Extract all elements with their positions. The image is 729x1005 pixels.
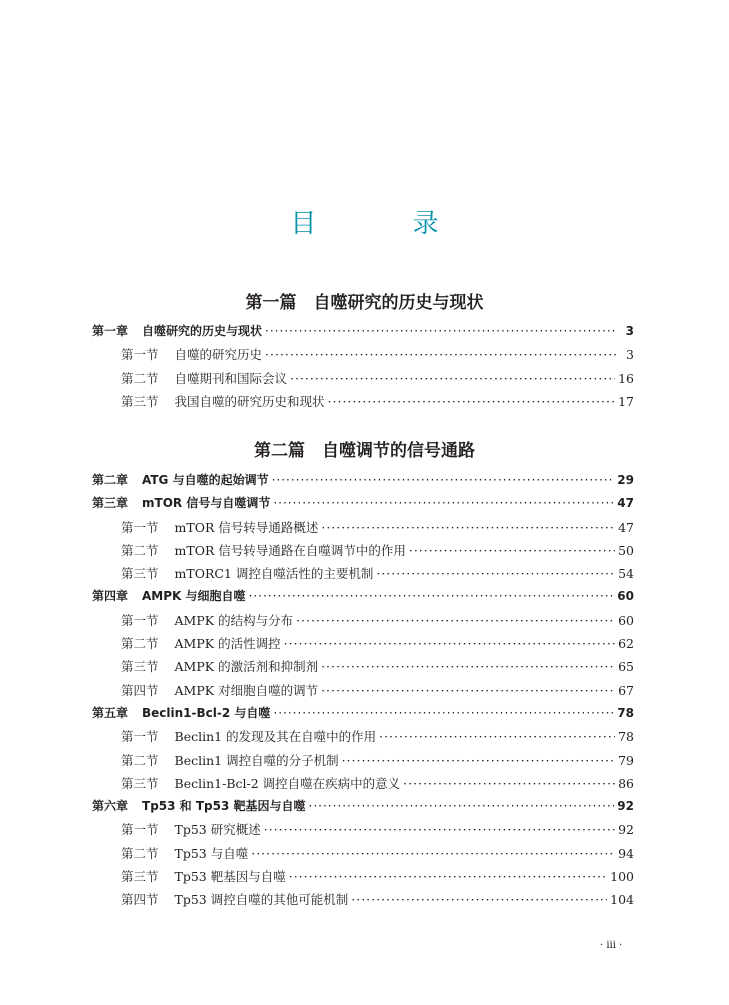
toc-entry-title: mTOR 信号转导通路概述 — [174, 519, 319, 535]
toc-section-entry[interactable] — [92, 751, 634, 774]
toc-entry-number: 第四节 — [121, 682, 159, 698]
toc-entry-page: 65 — [618, 659, 634, 675]
toc-entry-page: 16 — [618, 370, 634, 386]
toc-entry-number: 第一节 — [121, 729, 159, 745]
toc-entry-page: 79 — [618, 752, 634, 768]
toc-entry-title: 自噬期刊和国际会议 — [174, 370, 288, 386]
toc-section-entry[interactable] — [92, 369, 634, 392]
toc-entry-title: Tp53 与自噬 — [174, 845, 249, 861]
toc-entry-number: 第三节 — [121, 659, 159, 675]
toc-section-entry[interactable] — [92, 727, 634, 750]
toc-entry-number: 第六章 — [92, 799, 129, 814]
toc-leader-dots — [265, 347, 617, 362]
toc-entry-page: 47 — [618, 519, 634, 535]
toc-entry-title: Tp53 和 Tp53 靶基因与自噬 — [142, 799, 306, 814]
toc-entry-page: 92 — [617, 799, 634, 814]
toc-entry-number: 第二节 — [121, 636, 159, 652]
part-heading-1: 第一篇 自噬研究的历史与现状 — [245, 293, 484, 313]
toc-entry-title: AMPK 的活性调控 — [174, 636, 281, 652]
toc-entry-page: 86 — [618, 775, 634, 791]
toc-entry-page: 60 — [617, 589, 634, 604]
toc-leader-dots — [264, 822, 615, 837]
toc-section-entry[interactable] — [92, 867, 634, 890]
toc-chapter-entry[interactable] — [92, 322, 634, 345]
toc-leader-dots — [376, 566, 615, 581]
toc-entry-title: 我国自噬的研究历史和现状 — [174, 393, 325, 409]
toc-entry-title: mTORC1 调控自噬活性的主要机制 — [174, 566, 374, 582]
part-heading-2: 第二篇 自噬调节的信号通路 — [254, 441, 475, 461]
toc-entry-number: 第三节 — [121, 566, 159, 582]
toc-leader-dots — [351, 892, 607, 907]
toc-leader-dots — [249, 589, 615, 603]
toc-entry-number: 第二章 — [92, 473, 129, 487]
toc-entry-title: Tp53 调控自噬的其他可能机制 — [174, 892, 349, 908]
toc-chapter-entry[interactable] — [92, 797, 634, 820]
toc-section-entry[interactable] — [92, 634, 634, 657]
toc-section-entry[interactable] — [92, 657, 634, 680]
toc-leader-dots — [265, 324, 617, 338]
toc-leader-dots — [321, 520, 615, 535]
toc-leader-dots — [342, 753, 616, 768]
toc-section-entry[interactable] — [92, 774, 634, 797]
toc-list-part-2 — [92, 471, 634, 914]
toc-leader-dots — [272, 473, 615, 487]
toc-entry-page: 78 — [617, 705, 634, 720]
toc-entry-number: 第二节 — [121, 845, 159, 861]
toc-leader-dots — [321, 659, 615, 674]
toc-section-entry[interactable] — [92, 890, 634, 913]
toc-section-entry[interactable] — [92, 844, 634, 867]
toc-entry-title: 自噬的研究历史 — [174, 347, 263, 363]
toc-leader-dots — [289, 869, 607, 884]
toc-entry-title: Beclin1 的发现及其在自噬中的作用 — [174, 729, 377, 745]
toc-section-entry[interactable] — [92, 392, 634, 415]
toc-entry-title: AMPK 对细胞自噬的调节 — [174, 682, 319, 698]
toc-section-entry[interactable] — [92, 345, 634, 368]
toc-entry-page: 3 — [626, 347, 634, 363]
toc-entry-title: 自噬研究的历史与现状 — [142, 324, 263, 338]
toc-section-entry[interactable] — [92, 518, 634, 541]
toc-list-part-1 — [92, 322, 634, 415]
toc-entry-number: 第三节 — [121, 393, 159, 409]
toc-leader-dots — [403, 776, 615, 791]
toc-entry-title: Tp53 靶基因与自噬 — [174, 869, 286, 885]
toc-entry-page: 94 — [618, 845, 634, 861]
toc-entry-page: 50 — [618, 542, 634, 558]
toc-entry-page: 100 — [610, 869, 634, 885]
toc-entry-number: 第四章 — [92, 589, 129, 604]
toc-leader-dots — [251, 846, 615, 861]
toc-chapter-entry[interactable] — [92, 471, 634, 494]
toc-entry-number: 第二节 — [121, 752, 159, 768]
toc-entry-title: Tp53 研究概述 — [174, 822, 261, 838]
toc-entry-title: mTOR 信号与自噬调节 — [142, 496, 271, 511]
toc-entry-number: 第三章 — [92, 496, 129, 511]
toc-entry-page: 47 — [617, 496, 634, 511]
toc-entry-number: 第二节 — [121, 370, 159, 386]
toc-entry-page: 17 — [618, 393, 634, 409]
toc-title: 目 录 — [290, 209, 483, 239]
toc-entry-title: AMPK 的激活剂和抑制剂 — [174, 659, 319, 675]
toc-leader-dots — [290, 371, 615, 386]
toc-entry-number: 第一章 — [92, 324, 129, 338]
toc-entry-number: 第五章 — [92, 705, 129, 720]
toc-entry-number: 第一节 — [121, 519, 159, 535]
toc-entry-page: 67 — [618, 682, 634, 698]
toc-leader-dots — [328, 394, 616, 409]
toc-entry-title: Beclin1-Bcl-2 与自噬 — [142, 705, 271, 720]
toc-leader-dots — [409, 543, 615, 558]
toc-entry-title: ATG 与自噬的起始调节 — [142, 473, 269, 487]
toc-entry-page: 104 — [610, 892, 634, 908]
toc-section-entry[interactable] — [92, 681, 634, 704]
toc-entry-title: Beclin1-Bcl-2 调控自噬在疾病中的意义 — [174, 775, 401, 791]
toc-entry-number: 第一节 — [121, 347, 159, 363]
toc-leader-dots — [273, 706, 614, 720]
toc-entry-page: 29 — [617, 473, 634, 487]
toc-chapter-entry[interactable] — [92, 704, 634, 727]
toc-entry-title: AMPK 与细胞自噬 — [142, 589, 246, 604]
toc-entry-number: 第二节 — [121, 542, 159, 558]
toc-chapter-entry[interactable] — [92, 494, 634, 517]
toc-entry-page: 3 — [625, 324, 634, 338]
toc-section-entry[interactable] — [92, 611, 634, 634]
page-number: · iii · — [600, 940, 623, 951]
toc-entry-number: 第一节 — [121, 822, 159, 838]
toc-leader-dots — [284, 636, 616, 651]
toc-entry-number: 第三节 — [121, 775, 159, 791]
toc-entry-page: 54 — [618, 566, 634, 582]
toc-entry-page: 60 — [618, 612, 634, 628]
toc-entry-title: Beclin1 调控自噬的分子机制 — [174, 752, 339, 768]
toc-leader-dots — [309, 799, 615, 813]
toc-entry-page: 92 — [618, 822, 634, 838]
toc-leader-dots — [379, 729, 615, 744]
toc-entry-number: 第三节 — [121, 869, 159, 885]
toc-chapter-entry[interactable] — [92, 587, 634, 610]
toc-entry-page: 78 — [618, 729, 634, 745]
toc-entry-page: 62 — [618, 636, 634, 652]
toc-section-entry[interactable] — [92, 564, 634, 587]
toc-leader-dots — [273, 496, 614, 510]
toc-entry-number: 第四节 — [121, 892, 159, 908]
toc-section-entry[interactable] — [92, 820, 634, 843]
toc-section-entry[interactable] — [92, 541, 634, 564]
toc-leader-dots — [296, 613, 615, 628]
toc-entry-title: AMPK 的结构与分布 — [174, 612, 294, 628]
toc-leader-dots — [321, 683, 615, 698]
toc-entry-number: 第一节 — [121, 612, 159, 628]
toc-entry-title: mTOR 信号转导通路在自噬调节中的作用 — [174, 542, 406, 558]
